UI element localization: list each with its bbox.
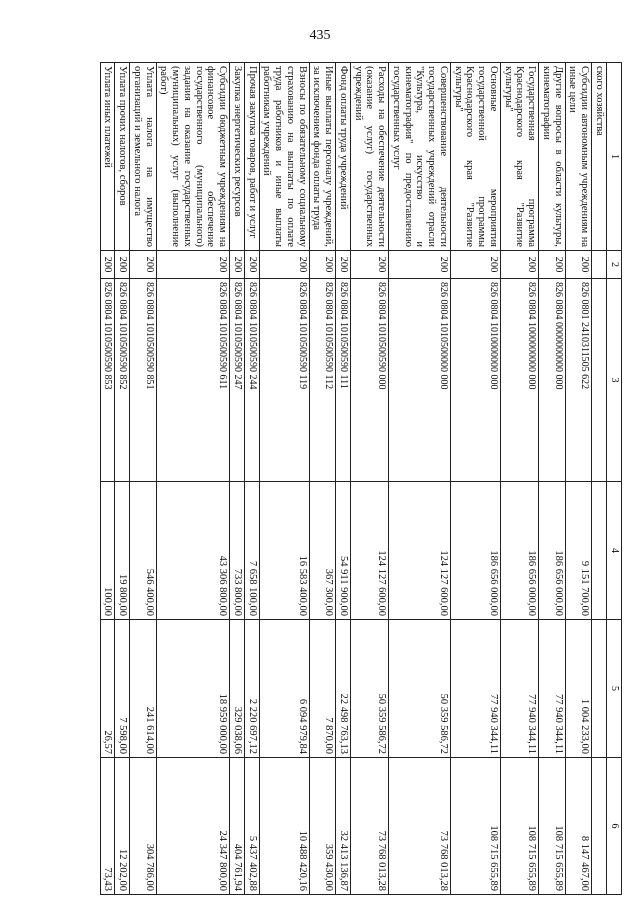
row-remaining-cell: 108 715 655,89 xyxy=(501,758,539,895)
row-remaining-cell: 404 761,94 xyxy=(230,758,245,895)
row-approved-cell: 16 583 400,00 xyxy=(259,482,309,620)
row-approved-cell: 43 306 800,00 xyxy=(156,482,230,620)
row-executed-cell: 26,57 xyxy=(100,620,115,758)
table-row xyxy=(451,63,501,895)
row-budget-code-cell: 826 0804 1010500590 853 xyxy=(100,279,115,482)
row-name-cell: Взносы по обязательному социальному страхованию на выплаты по оплате труда работников и иные выплаты работникам учреждений xyxy=(259,63,309,251)
row-remaining-cell: 10 488 420,16 xyxy=(259,758,309,895)
row-executed-cell: 77 940 344,11 xyxy=(501,620,539,758)
table-row xyxy=(130,63,157,895)
row-budget-code-cell: 826 0804 1010500590 851 xyxy=(130,279,157,482)
header-cell-4: 4 xyxy=(607,482,622,620)
row-name-cell: Другие вопросы в области культуры, кинематографии xyxy=(539,63,566,251)
row-executed-cell: 241 614,00 xyxy=(130,620,157,758)
table-row xyxy=(156,63,230,895)
row-remaining-cell: 8 147 467,00 xyxy=(565,758,592,895)
row-approved-cell: 546 400,00 xyxy=(130,482,157,620)
row-executed-cell: 1 004 233,00 xyxy=(565,620,592,758)
header-cell-2: 2 xyxy=(607,251,622,279)
row-budget-code-cell: 826 0801 2410311505 622 xyxy=(565,279,592,482)
row-approved-cell: 124 127 600,00 xyxy=(351,482,389,620)
budget-table xyxy=(100,62,622,895)
table-row xyxy=(592,63,607,895)
table-row xyxy=(389,63,451,895)
row-remaining-cell: 24 347 800,00 xyxy=(156,758,230,895)
row-approved-cell: 9 151 700,00 xyxy=(565,482,592,620)
row-executed-cell: 2 220 697,12 xyxy=(245,620,260,758)
table-row xyxy=(336,63,351,895)
row-remaining-cell xyxy=(592,758,607,895)
row-line-code-cell: 200 xyxy=(539,251,566,279)
row-executed-cell: 77 940 344,11 xyxy=(539,620,566,758)
row-remaining-cell: 73,43 xyxy=(100,758,115,895)
row-approved-cell: 100,00 xyxy=(100,482,115,620)
table-row xyxy=(245,63,260,895)
row-name-cell: Совершенствование деятельности государственных учреждений отрасли "Культура, искусство и кинематография" по предоставлению государственных услуг xyxy=(389,63,451,251)
row-line-code-cell: 200 xyxy=(389,251,451,279)
table-row xyxy=(309,63,336,895)
budget-table-body xyxy=(100,63,621,895)
header-cell-1: 1 xyxy=(607,63,622,251)
row-executed-cell: 22 498 763,13 xyxy=(336,620,351,758)
row-remaining-cell: 359 430,00 xyxy=(309,758,336,895)
row-name-cell: Уплата прочих налогов, сборов xyxy=(115,63,130,251)
table-row xyxy=(230,63,245,895)
row-approved-cell: 7 658 100,00 xyxy=(245,482,260,620)
row-remaining-cell: 32 413 136,87 xyxy=(336,758,351,895)
row-line-code-cell: 200 xyxy=(100,251,115,279)
row-line-code-cell: 200 xyxy=(451,251,501,279)
row-budget-code-cell xyxy=(592,279,607,482)
row-line-code-cell: 200 xyxy=(351,251,389,279)
row-approved-cell xyxy=(592,482,607,620)
table-row xyxy=(100,63,115,895)
row-remaining-cell: 108 715 655,89 xyxy=(451,758,501,895)
row-budget-code-cell: 826 0804 1010500590 247 xyxy=(230,279,245,482)
header-cell-6: 6 xyxy=(607,758,622,895)
row-remaining-cell: 5 437 402,88 xyxy=(245,758,260,895)
row-approved-cell: 186 656 000,00 xyxy=(451,482,501,620)
row-name-cell: Иные выплаты персоналу учреждений, за исключением фонда оплаты труда xyxy=(309,63,336,251)
table-header-row xyxy=(607,63,622,895)
row-name-cell: Фонд оплаты труда учреждений xyxy=(336,63,351,251)
row-line-code-cell: 200 xyxy=(115,251,130,279)
table-row xyxy=(565,63,592,895)
row-line-code-cell: 200 xyxy=(230,251,245,279)
row-executed-cell: 77 940 344,11 xyxy=(451,620,501,758)
row-remaining-cell: 12 202,00 xyxy=(115,758,130,895)
header-cell-3: 3 xyxy=(607,279,622,482)
row-line-code-cell: 200 xyxy=(245,251,260,279)
row-executed-cell: 7 870,00 xyxy=(309,620,336,758)
row-budget-code-cell: 826 0804 1010500590 000 xyxy=(351,279,389,482)
row-name-cell: Государственная программа Краснодарского края "Развитие культуры" xyxy=(501,63,539,251)
row-name-cell: Субсидии бюджетным учреждениям на финансовое обеспечение государственного (муниципального) задания на оказание государственных (муниципальных) услуг (выполнение работ) xyxy=(156,63,230,251)
row-name-cell: Расходы на обеспечение деятельности (оказание услуг) государственных учреждений xyxy=(351,63,389,251)
row-name-cell: Прочая закупка товаров, работ и услуг xyxy=(245,63,260,251)
row-line-code-cell: 200 xyxy=(130,251,157,279)
table-row xyxy=(501,63,539,895)
budget-table-sheet xyxy=(102,62,622,894)
row-executed-cell: 7 598,00 xyxy=(115,620,130,758)
header-cell-5: 5 xyxy=(607,620,622,758)
row-remaining-cell: 73 768 013,28 xyxy=(389,758,451,895)
row-name-cell: Уплата иных платежей xyxy=(100,63,115,251)
row-remaining-cell: 108 715 655,89 xyxy=(539,758,566,895)
row-budget-code-cell: 826 0804 1010500590 852 xyxy=(115,279,130,482)
row-budget-code-cell: 826 0804 1010500000 000 xyxy=(389,279,451,482)
row-executed-cell: 329 038,06 xyxy=(230,620,245,758)
row-line-code-cell: 200 xyxy=(565,251,592,279)
row-name-cell: Закупка энергетических ресурсов xyxy=(230,63,245,251)
row-budget-code-cell: 826 0804 1010500590 611 xyxy=(156,279,230,482)
table-row xyxy=(539,63,566,895)
row-approved-cell: 367 300,00 xyxy=(309,482,336,620)
row-approved-cell: 186 656 000,00 xyxy=(539,482,566,620)
table-row xyxy=(259,63,309,895)
row-budget-code-cell: 826 0804 1010500590 112 xyxy=(309,279,336,482)
table-row xyxy=(351,63,389,895)
row-line-code-cell: 200 xyxy=(259,251,309,279)
row-approved-cell: 54 911 900,00 xyxy=(336,482,351,620)
row-budget-code-cell: 826 0804 0000000000 000 xyxy=(539,279,566,482)
row-name-cell: Уплата налога на имущество организаций и земельного налога xyxy=(130,63,157,251)
table-row xyxy=(115,63,130,895)
row-executed-cell: 6 094 979,84 xyxy=(259,620,309,758)
row-approved-cell: 733 800,00 xyxy=(230,482,245,620)
row-line-code-cell: 200 xyxy=(336,251,351,279)
row-budget-code-cell: 826 0804 1010500590 111 xyxy=(336,279,351,482)
page-number: 435 xyxy=(309,28,331,43)
row-remaining-cell: 73 768 013,28 xyxy=(351,758,389,895)
row-remaining-cell: 304 786,00 xyxy=(130,758,157,895)
row-executed-cell: 50 359 586,72 xyxy=(389,620,451,758)
row-budget-code-cell: 826 0804 1010500590 119 xyxy=(259,279,309,482)
row-executed-cell: 18 959 000,00 xyxy=(156,620,230,758)
row-line-code-cell: 200 xyxy=(501,251,539,279)
row-budget-code-cell: 826 0804 1010000000 000 xyxy=(451,279,501,482)
row-name-cell: Основные мероприятия государственной программы Краснодарского края "Развитие культуры" xyxy=(451,63,501,251)
row-approved-cell: 186 656 000,00 xyxy=(501,482,539,620)
row-executed-cell xyxy=(592,620,607,758)
row-budget-code-cell: 826 0804 1000000000 000 xyxy=(501,279,539,482)
row-line-code-cell xyxy=(592,251,607,279)
row-approved-cell: 124 127 600,00 xyxy=(389,482,451,620)
row-approved-cell: 19 800,00 xyxy=(115,482,130,620)
row-budget-code-cell: 826 0804 1010500590 244 xyxy=(245,279,260,482)
row-executed-cell: 50 359 586,72 xyxy=(351,620,389,758)
row-line-code-cell: 200 xyxy=(156,251,230,279)
row-name-cell: Субсидии автономным учреждениям на иные цели xyxy=(565,63,592,251)
row-line-code-cell: 200 xyxy=(309,251,336,279)
row-name-cell: ского хозяйства xyxy=(592,63,607,251)
